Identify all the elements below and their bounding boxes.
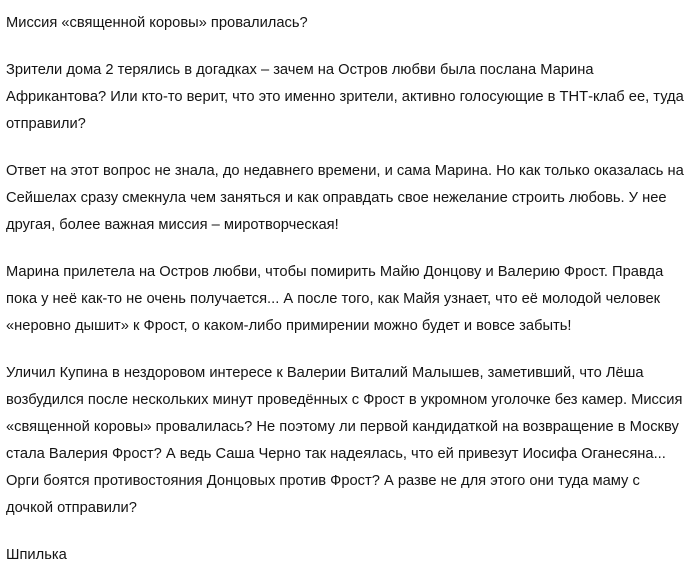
article-paragraph-3: Марина прилетела на Остров любви, чтобы помирить Майю Донцову и Валерию Фрост. Правда пока у неё как-то не очень получается... А после того, как Майя узнает, что её молодой человек «неровно дышит» к Фрост, о каком-либо примирении можно будет и вовсе забыть! bbox=[6, 264, 664, 334]
article-headline: Миссия «священной коровы» провалилась? bbox=[6, 15, 308, 31]
article-signature: Шпилька bbox=[6, 547, 67, 563]
article-paragraph-1: Зрители дома 2 терялись в догадках – зачем на Остров любви была послана Марина Африкантова? Или кто-то верит, что это именно зрители, активно голосующие в ТНТ-клаб ее, туда отправили? bbox=[6, 62, 684, 132]
article-paragraph-4: Уличил Купина в нездоровом интересе к Валерии Виталий Малышев, заметивший, что Лёша возбудился после нескольких минут проведённых с Фрост в укромном уголочке без камер. Миссия «священной коровы» провалилась? Не поэтому ли первой кандидаткой на возвращение в Москву стала Валерия Фрост? А ведь Саша Черно так надеялась, что ей привезут Иосифа Оганесяна... Орги боятся противостояния Донцовых против Фрост? А разве не для этого они туда маму с дочкой отправили? bbox=[6, 365, 683, 516]
article-paragraph-2: Ответ на этот вопрос не знала, до недавнего времени, и сама Марина. Но как только оказалась на Сейшелах сразу смекнула чем заняться и как оправдать свое нежелание строить любовь. У нее другая, более важная миссия – миротворческая! bbox=[6, 163, 684, 233]
